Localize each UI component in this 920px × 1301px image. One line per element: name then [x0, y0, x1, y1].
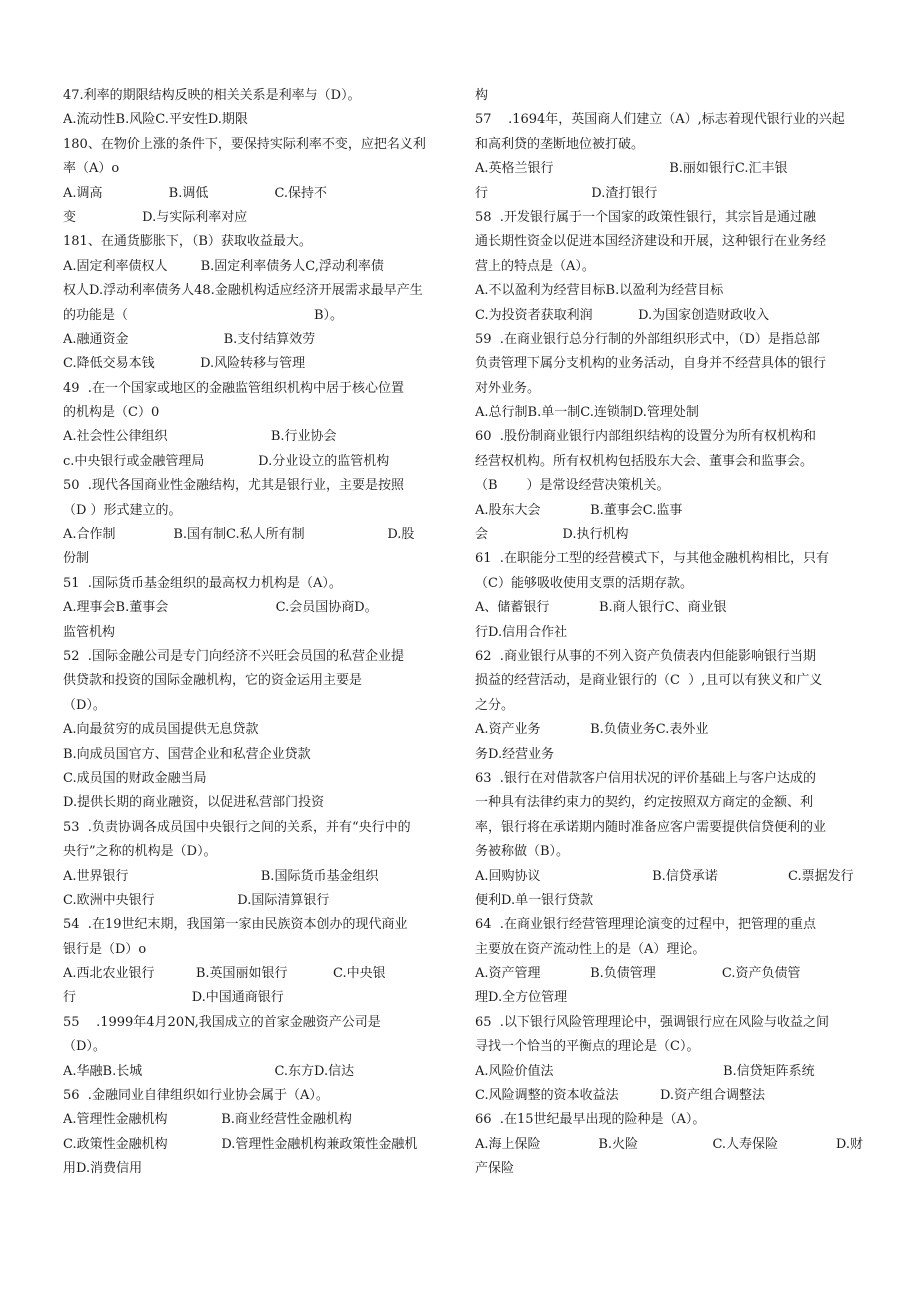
text-line: 理D.全方位管理 — [475, 990, 568, 1006]
text-line: 负责管理下属分支机构的业务活动，自身并不经营具体的银行 — [475, 356, 827, 372]
text-line: （B ）是常设经营决策机关。 — [475, 478, 670, 494]
text-line: 会 D.执行机构 — [475, 527, 629, 543]
text-line: 寻找一个恰当的平衡点的理论是（C）。 — [475, 1039, 700, 1055]
text-line: 行 D.中国通商银行 — [63, 990, 284, 1006]
text-line: 率，银行将在承诺期内随时准备应客户需要提供信贷便利的业 — [475, 819, 827, 835]
text-line: 51 .国际货币基金组织的最高权力机构是（A）。 — [63, 575, 342, 591]
text-line: A.英格兰银行 B.丽如银行C.汇丰银 — [475, 161, 788, 177]
text-line: 63 .银行在对借款客户信用状况的评价基础上与客户达成的 — [475, 770, 816, 786]
text-line: 50 .现代各国商业性金融结构，尤其是银行业，主要是按照 — [63, 478, 404, 494]
text-line: 66 .在15世纪最早出现的险种是（A）。 — [475, 1112, 706, 1128]
text-line: 64 .在商业银行经营管理理论演变的过程中，把管理的重点 — [475, 917, 816, 933]
text-line: 用D.消费信用 — [63, 1161, 143, 1177]
text-line: 56 .金融同业自律组织如行业协会属于（A）。 — [63, 1088, 329, 1104]
text-line: （D ）形式建立的。 — [63, 502, 182, 518]
text-line: 65 .以下银行风险管理理论中，强调银行应在风险与收益之间 — [475, 1014, 829, 1030]
text-line: A.调高 B.调低 C.保持不 — [63, 185, 328, 201]
text-line: C.风险调整的资本收益法 D.资产组合调整法 — [475, 1088, 766, 1104]
text-line: C.为投资者获取利润 D.为国家创造财政收入 — [475, 307, 770, 323]
text-line: 通长期性资金以促进本国经济建设和开展，这种银行在业务经 — [475, 234, 827, 250]
text-line: 份制 — [63, 551, 90, 567]
text-line: A.社会性公律组织 B.行业协会 — [63, 429, 337, 445]
text-line: A.合作制 B.国有制C.私人所有制 D.股 — [63, 527, 415, 543]
text-line: A.世界银行 B.国际货币基金组织 — [63, 868, 379, 884]
text-line: 务被称做（B）。 — [475, 844, 570, 860]
text-line: （D）。 — [63, 697, 106, 713]
text-line: 54 .在19世纪末期，我国第一家由民族资本创办的现代商业 — [63, 917, 408, 933]
text-line: A.资产业务 B.负债业务C.表外业 — [475, 722, 709, 738]
text-line: A.固定利率债权人 B.固定利率债务人C,浮动利率债 — [63, 258, 384, 274]
text-line: A.向最贫穷的成员国提供无息贷款 — [63, 722, 259, 738]
text-line: A.不以盈利为经营目标B.以盈利为经营目标 — [475, 283, 724, 299]
text-line: 57 .1694年，英国商人们建立（A）,标志着现代银行业的兴起 — [475, 112, 845, 128]
text-line: 产保险 — [475, 1161, 515, 1177]
text-line: C.成员国的财政金融当局 — [63, 770, 207, 786]
text-line: 央行”之称的机构是（D）。 — [63, 844, 217, 860]
text-line: A.总行制B.单一制C.连锁制D.管理处制 — [475, 405, 699, 421]
text-line: 49 .在一个国家或地区的金融监管组织机构中居于核心位置 — [63, 380, 404, 396]
text-line: C.政策性金融机构 D.管理性金融机构兼政策性金融机 — [63, 1136, 418, 1152]
text-line: 主要放在资产流动性上的是（A）理论。 — [475, 941, 706, 957]
text-line: A.管理性金融机构 B.商业经营性金融机构 — [63, 1112, 352, 1128]
text-line: 47.利率的期限结构反映的相关关系是利率与（D）。 — [63, 88, 361, 103]
text-line: （C）能够吸收使用支票的活期存款。 — [475, 575, 693, 591]
text-line: 便利D.单一银行贷款 — [475, 892, 594, 908]
text-line: 53 .负责协调各成员国中央银行之间的关系，并有“央行中的 — [63, 819, 411, 835]
text-line: 的机构是（C）0 — [63, 405, 160, 421]
text-line: 一种具有法律约束力的契约，约定按照双方商定的金额、利 — [475, 795, 814, 811]
text-line: A.回购协议 B.信贷承诺 C.票据发行 — [475, 868, 854, 884]
text-line: C.欧洲中央银行 D.国际清算银行 — [63, 892, 330, 908]
text-line: 58 .开发银行属于一个国家的政策性银行，其宗旨是通过融 — [475, 209, 816, 225]
text-line: 率（A）o — [63, 161, 120, 177]
text-line: 61 .在职能分工型的经营模式下，与其他金融机构相比，只有 — [475, 551, 829, 567]
text-line: A.风险价值法 B.信贷矩阵系统 — [475, 1063, 815, 1079]
text-line: 和高利贷的垄断地位被打破。 — [475, 136, 645, 152]
text-line: 181、在通货膨胀下，（B）获取收益最大。 — [63, 234, 312, 250]
text-line: 对外业务。 — [475, 380, 541, 396]
text-line: A.资产管理 B.负债管理 C.资产负债管 — [475, 966, 801, 982]
text-line: B.向成员国官方、国营企业和私营企业贷款 — [63, 746, 311, 762]
text-line: 构 — [475, 88, 489, 103]
text-line: A.海上保险 B.火险 C.人寿保险 D.财 — [475, 1136, 864, 1152]
text-line: 供贷款和投资的国际金融机构，它的资金运用主要是 — [63, 673, 363, 689]
text-line: 的功能是（ B）。 — [63, 307, 344, 323]
text-line: 62 .商业银行从事的不列入资产负债表内但能影响银行当期 — [475, 648, 816, 664]
text-line: 权人D.浮动利率债务人48.金融机构适应经济开展需求最早产生 — [63, 283, 423, 299]
text-line: 损益的经营活动，是商业银行的（C ）,且可以有狭义和广义 — [475, 673, 823, 689]
text-line: 银行是（D）o — [63, 941, 147, 957]
text-line: 监管机构 — [63, 624, 116, 640]
text-line: 180、在物价上涨的条件下，要保持实际利率不变，应把名义利 — [63, 136, 426, 152]
text-line: A.西北农业银行 B.英国丽如银行 C.中央银 — [63, 966, 386, 982]
text-line: （D）。 — [63, 1039, 106, 1055]
text-line: 55 .1999年4月20N,我国成立的首家金融资产公司是 — [63, 1014, 381, 1030]
right-column — [475, 84, 865, 1182]
text-line: c.中央银行或金融管理局 D.分业设立的监管机构 — [63, 453, 390, 469]
text-line: 52 .国际金融公司是专门向经济不兴旺会员国的私营企业提 — [63, 648, 404, 664]
text-line: 60 .股份制商业银行内部组织结构的设置分为所有权机构和 — [475, 429, 816, 445]
text-line: A.融通资金 B.支付结算效劳 — [63, 331, 316, 347]
text-line: 变 D.与实际利率对应 — [63, 209, 248, 225]
text-line: D.提供长期的商业融资，以促进私营部门投资 — [63, 795, 325, 811]
text-line: 行 D.渣打银行 — [475, 185, 658, 201]
text-line: 之分。 — [475, 697, 515, 713]
text-line: 务D.经营业务 — [475, 746, 555, 762]
text-line: 营上的特点是（A）。 — [475, 258, 595, 274]
text-line: 行D.信用合作社 — [475, 624, 568, 640]
text-line: 经营权机构。所有权机构包括股东大会、董事会和监事会。 — [475, 453, 814, 469]
text-line: C.降低交易本钱 D.风险转移与管理 — [63, 356, 306, 372]
text-line: 59 .在商业银行总分行制的外部组织形式中，（D）是指总部 — [475, 331, 820, 347]
text-line: A.流动性B.风险C.平安性D.期限 — [63, 112, 248, 128]
left-column — [63, 84, 459, 1182]
text-line: A.理事会B.董事会 C.会员国协商D。 — [63, 600, 378, 616]
text-line: A.股东大会 B.董事会C.监事 — [475, 502, 683, 518]
text-line: A.华融B.长城 C.东方D.信达 — [63, 1063, 355, 1079]
text-line: A、储蓄银行 B.商人银行C、商业银 — [475, 600, 727, 616]
